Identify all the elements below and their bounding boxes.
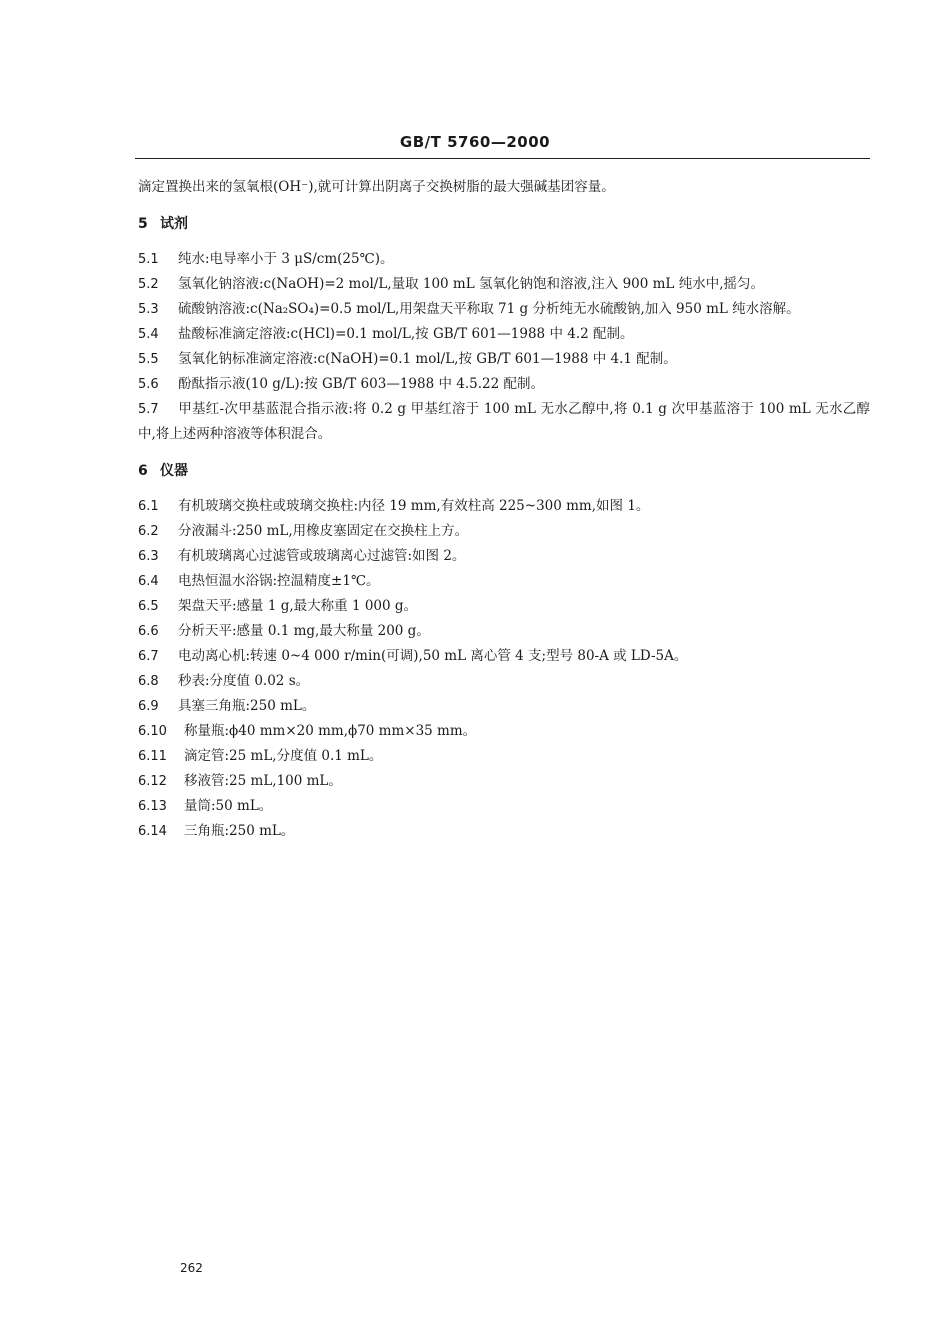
item-text: 甲基红-次甲基蓝混合指示液:将 0.2 g 甲基红溶于 100 mL 无水乙醇中,将 0.1 g 次甲基蓝溶于 100 mL 无水乙醇中,将上述两种溶液等体积混合。 xyxy=(138,401,870,442)
intro-paragraph: 滴定置换出来的氢氧根(OH⁻),就可计算出阴离子交换树脂的最大强碱基团容量。 xyxy=(138,179,615,195)
item-number: 6.11 xyxy=(138,749,167,764)
item-text: 具塞三角瓶:250 mL。 xyxy=(178,698,316,714)
item-text: 滴定管:25 mL,分度值 0.1 mL。 xyxy=(184,748,383,764)
apparatus-item xyxy=(138,769,870,794)
standard-code-header: GB/T 5760—2000 xyxy=(399,133,551,151)
item-text: 有机玻璃交换柱或玻璃交换柱:内径 19 mm,有效柱高 225~300 mm,如图 1。 xyxy=(178,498,650,514)
header-rule xyxy=(135,158,870,159)
item-text: 硫酸钠溶液:c(Na₂SO₄)=0.5 mol/L,用架盘天平称取 71 g 分析纯无水硫酸钠,加入 950 mL 纯水溶解。 xyxy=(178,301,800,317)
item-number: 5.2 xyxy=(138,277,159,292)
apparatus-item xyxy=(138,669,870,694)
section-6-heading xyxy=(138,459,870,484)
item-number: 6.12 xyxy=(138,774,167,789)
apparatus-item xyxy=(138,494,870,519)
item-number: 5.7 xyxy=(138,402,159,417)
item-text: 电热恒温水浴锅:控温精度±1℃。 xyxy=(178,573,380,589)
reagent-item xyxy=(138,297,870,322)
item-number: 6.7 xyxy=(138,649,159,664)
item-text: 纯水:电导率小于 3 μS/cm(25℃)。 xyxy=(178,251,394,267)
reagent-item xyxy=(138,272,870,297)
item-text: 三角瓶:250 mL。 xyxy=(184,823,295,839)
apparatus-item xyxy=(138,569,870,594)
apparatus-item xyxy=(138,744,870,769)
item-number: 6.9 xyxy=(138,699,159,714)
apparatus-item xyxy=(138,519,870,544)
reagent-item xyxy=(138,397,870,447)
apparatus-item xyxy=(138,644,870,669)
page-number: 262 xyxy=(180,1261,203,1275)
item-number: 6.3 xyxy=(138,549,159,564)
reagent-item xyxy=(138,247,870,272)
document-body xyxy=(138,175,870,844)
item-text: 氢氧化钠标准滴定溶液:c(NaOH)=0.1 mol/L,按 GB/T 601—1988 中 4.1 配制。 xyxy=(178,351,677,367)
item-text: 分析天平:感量 0.1 mg,最大称量 200 g。 xyxy=(178,623,430,639)
apparatus-item xyxy=(138,794,870,819)
item-number: 6.10 xyxy=(138,724,167,739)
item-text: 酚酞指示液(10 g/L):按 GB/T 603—1988 中 4.5.22 配制。 xyxy=(178,376,544,392)
item-number: 5.6 xyxy=(138,377,159,392)
apparatus-item xyxy=(138,694,870,719)
item-number: 6.8 xyxy=(138,674,159,689)
section-number: 6 xyxy=(138,463,148,479)
item-number: 5.3 xyxy=(138,302,159,317)
item-text: 有机玻璃离心过滤管或玻璃离心过滤管:如图 2。 xyxy=(178,548,466,564)
item-text: 称量瓶:ϕ40 mm×20 mm,ϕ70 mm×35 mm。 xyxy=(184,723,477,739)
item-text: 量筒:50 mL。 xyxy=(184,798,273,814)
item-text: 盐酸标准滴定溶液:c(HCl)=0.1 mol/L,按 GB/T 601—1988 中 4.2 配制。 xyxy=(178,326,634,342)
item-number: 6.1 xyxy=(138,499,159,514)
apparatus-item xyxy=(138,819,870,844)
item-text: 分液漏斗:250 mL,用橡皮塞固定在交换柱上方。 xyxy=(178,523,469,539)
item-number: 6.6 xyxy=(138,624,159,639)
item-number: 5.4 xyxy=(138,327,159,342)
item-text: 秒表:分度值 0.02 s。 xyxy=(178,673,310,689)
item-number: 6.5 xyxy=(138,599,159,614)
item-number: 6.13 xyxy=(138,799,167,814)
reagent-item xyxy=(138,322,870,347)
item-number: 5.1 xyxy=(138,252,159,267)
section-number: 5 xyxy=(138,216,148,232)
item-number: 6.2 xyxy=(138,524,159,539)
item-text: 电动离心机:转速 0~4 000 r/min(可调),50 mL 离心管 4 支;型号 80-A 或 LD-5A。 xyxy=(178,648,688,664)
section-title: 试剂 xyxy=(160,216,188,232)
item-number: 6.4 xyxy=(138,574,159,589)
item-text: 移液管:25 mL,100 mL。 xyxy=(184,773,342,789)
apparatus-item xyxy=(138,619,870,644)
reagent-item xyxy=(138,347,870,372)
apparatus-item xyxy=(138,594,870,619)
section-title: 仪器 xyxy=(160,463,188,479)
item-number: 6.14 xyxy=(138,824,167,839)
item-text: 架盘天平:感量 1 g,最大称重 1 000 g。 xyxy=(178,598,418,614)
section-5-heading xyxy=(138,212,870,237)
item-text: 氢氧化钠溶液:c(NaOH)=2 mol/L,量取 100 mL 氢氧化钠饱和溶液,注入 900 mL 纯水中,摇匀。 xyxy=(178,276,764,292)
item-number: 5.5 xyxy=(138,352,159,367)
apparatus-item xyxy=(138,544,870,569)
apparatus-item xyxy=(138,719,870,744)
reagent-item xyxy=(138,372,870,397)
